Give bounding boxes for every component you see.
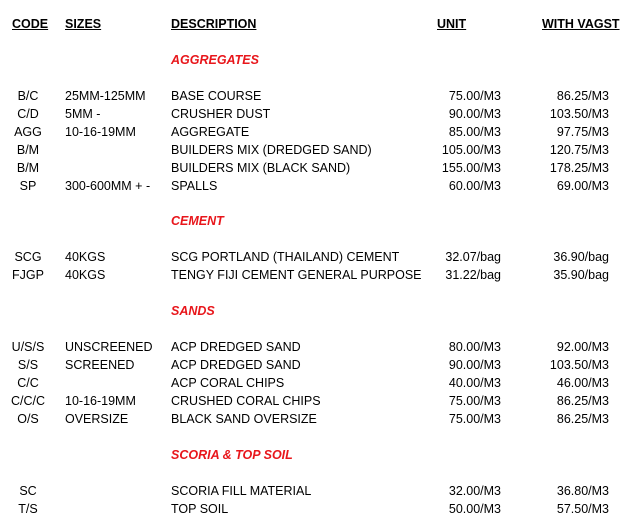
- row-description: ACP DREDGED SAND: [171, 358, 301, 372]
- row-unit-price: 31.22/bag: [445, 268, 501, 282]
- row-size: 10-16-19MM: [65, 125, 136, 139]
- row-code: U/S/S: [11, 340, 45, 354]
- row-vagst-price: 103.50/M3: [549, 358, 609, 372]
- row-vagst-price: 97.75/M3: [556, 125, 609, 139]
- header-sizes: SIZES: [65, 17, 102, 31]
- row-vagst-price: 86.25/M3: [556, 89, 609, 103]
- row-code: O/S: [17, 412, 39, 426]
- row-unit-price: 32.00/M3: [448, 484, 501, 498]
- row-size: SCREENED: [65, 358, 135, 372]
- header-with-vagst: WITH VAGST: [542, 17, 620, 31]
- row-code: B/C: [17, 89, 39, 103]
- row-size: OVERSIZE: [65, 412, 129, 426]
- row-unit-price: 50.00/M3: [448, 502, 501, 516]
- row-unit-price: 75.00/M3: [448, 412, 501, 426]
- row-code: C/C/C: [10, 394, 46, 408]
- row-unit-price: 90.00/M3: [448, 358, 501, 372]
- row-description: ACP DREDGED SAND: [171, 340, 301, 354]
- row-unit-price: 32.07/bag: [445, 250, 501, 264]
- row-unit-price: 40.00/M3: [448, 376, 501, 390]
- section-title: SCORIA & TOP SOIL: [171, 448, 293, 462]
- row-size: 5MM -: [65, 107, 101, 121]
- row-description: CRUSHED CORAL CHIPS: [171, 394, 321, 408]
- row-vagst-price: 36.80/M3: [556, 484, 609, 498]
- row-vagst-price: 69.00/M3: [556, 179, 609, 193]
- section-title: CEMENT: [171, 214, 224, 228]
- row-vagst-price: 120.75/M3: [549, 143, 609, 157]
- row-description: BLACK SAND OVERSIZE: [171, 412, 317, 426]
- row-size: 40KGS: [65, 250, 106, 264]
- row-unit-price: 75.00/M3: [448, 89, 501, 103]
- row-code: SCG: [14, 250, 42, 264]
- row-size: UNSCREENED: [65, 340, 153, 354]
- row-vagst-price: 46.00/M3: [556, 376, 609, 390]
- row-size: 10-16-19MM: [65, 394, 136, 408]
- row-size: 300-600MM + -: [65, 179, 151, 193]
- row-code: FJGP: [12, 268, 44, 282]
- row-size: 25MM-125MM: [65, 89, 146, 103]
- row-description: TOP SOIL: [171, 502, 229, 516]
- row-code: S/S: [17, 358, 39, 372]
- row-vagst-price: 86.25/M3: [556, 394, 609, 408]
- row-description: SCORIA FILL MATERIAL: [171, 484, 312, 498]
- row-description: BUILDERS MIX (DREDGED SAND): [171, 143, 372, 157]
- header-unit: UNIT: [437, 17, 467, 31]
- row-code: SC: [19, 484, 37, 498]
- row-description: ACP CORAL CHIPS: [171, 376, 285, 390]
- row-description: BASE COURSE: [171, 89, 262, 103]
- row-vagst-price: 103.50/M3: [549, 107, 609, 121]
- row-code: C/D: [17, 107, 39, 121]
- row-description: TENGY FIJI CEMENT GENERAL PURPOSE: [171, 268, 422, 282]
- row-unit-price: 80.00/M3: [448, 340, 501, 354]
- row-vagst-price: 92.00/M3: [556, 340, 609, 354]
- row-size: 40KGS: [65, 268, 106, 282]
- row-vagst-price: 86.25/M3: [556, 412, 609, 426]
- row-description: SPALLS: [171, 179, 218, 193]
- row-code: T/S: [18, 502, 38, 516]
- row-code: AGG: [14, 125, 42, 139]
- row-unit-price: 75.00/M3: [448, 394, 501, 408]
- row-description: SCG PORTLAND (THAILAND) CEMENT: [171, 250, 400, 264]
- row-code: C/C: [17, 376, 39, 390]
- row-unit-price: 155.00/M3: [441, 161, 501, 175]
- row-unit-price: 90.00/M3: [448, 107, 501, 121]
- header-description: DESCRIPTION: [171, 17, 257, 31]
- row-vagst-price: 35.90/bag: [553, 268, 609, 282]
- row-code: B/M: [16, 143, 40, 157]
- row-unit-price: 60.00/M3: [448, 179, 501, 193]
- row-unit-price: 85.00/M3: [448, 125, 501, 139]
- header-code: CODE: [12, 17, 49, 31]
- row-vagst-price: 36.90/bag: [553, 250, 609, 264]
- row-unit-price: 105.00/M3: [441, 143, 501, 157]
- row-description: CRUSHER DUST: [171, 107, 271, 121]
- row-vagst-price: 57.50/M3: [556, 502, 609, 516]
- section-title: SANDS: [171, 304, 215, 318]
- row-vagst-price: 178.25/M3: [549, 161, 609, 175]
- row-description: AGGREGATE: [171, 125, 250, 139]
- row-code: B/M: [16, 161, 40, 175]
- section-title: AGGREGATES: [171, 53, 259, 67]
- row-description: BUILDERS MIX (BLACK SAND): [171, 161, 351, 175]
- row-code: SP: [19, 179, 37, 193]
